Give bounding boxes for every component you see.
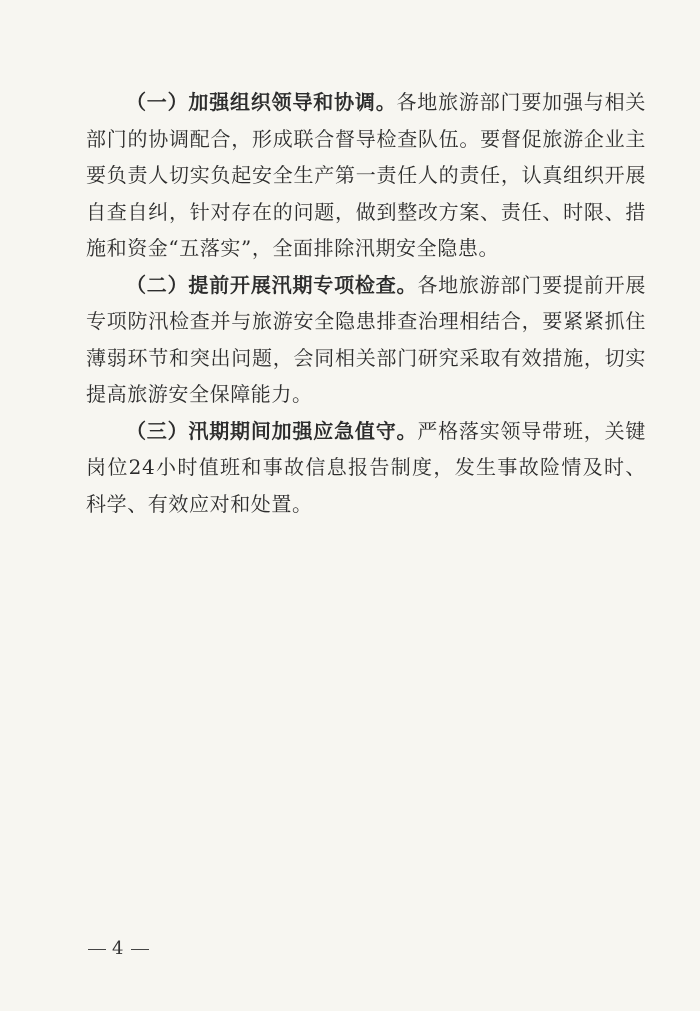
paragraph-2 (86, 267, 646, 413)
page-number-left-dash (88, 949, 106, 950)
paragraph-2-heading: （二）提前开展汛期专项检查。 (126, 272, 418, 297)
page-number-value: 4 (112, 938, 126, 959)
paragraph-3-heading: （三）汛期期间加强应急值守。 (126, 418, 418, 443)
paragraph-1 (86, 84, 646, 267)
paragraph-1-heading: （一）加强组织领导和协调。 (126, 90, 397, 114)
page-number (82, 938, 155, 959)
paragraph-2-body: 各地旅游部门要提前开展专项防汛检查并与旅游安全隐患排查治理相结合，要紧紧抓住薄弱环节和突出问题，会同相关部门研究采取有效措施，切实提高旅游安全保障能力。 (86, 272, 646, 406)
document-body (86, 84, 646, 522)
paragraph-1-body: 各地旅游部门要加强与相关部门的协调配合，形成联合督导检查队伍。要督促旅游企业主要负责人切实负起安全生产第一责任人的责任，认真组织开展自查自纠，针对存在的问题，做到整改方案、责任、时限、措施和资金“五落实”，全面排除汛期安全隐患。 (86, 90, 646, 260)
paragraph-3 (86, 413, 646, 523)
paragraph-3-body: 严格落实领导带班，关键岗位24小时值班和事故信息报告制度，发生事故险情及时、科学、有效应对和处置。 (86, 418, 646, 516)
page-number-right-dash (131, 949, 149, 950)
